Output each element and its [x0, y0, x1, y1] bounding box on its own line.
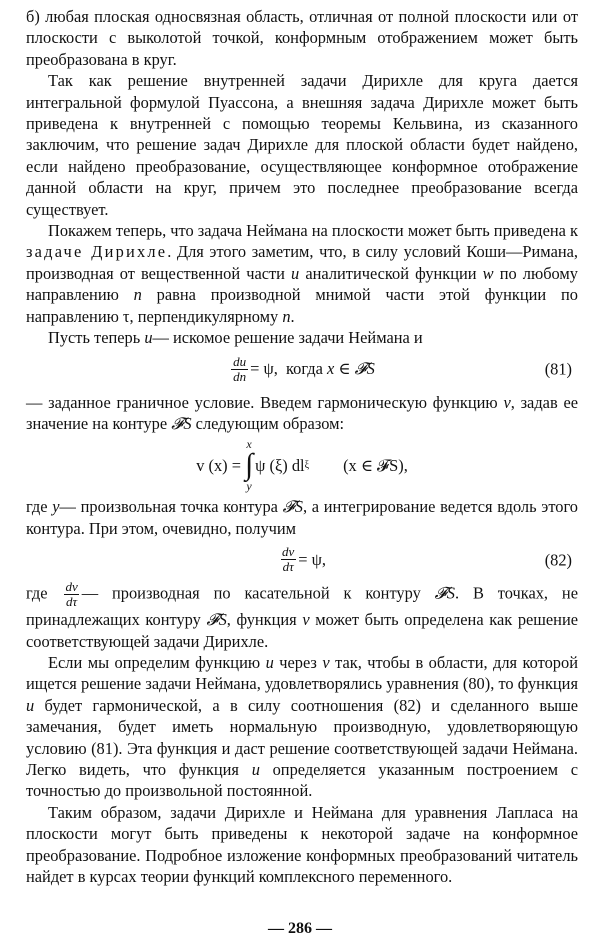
text-run: следующим образом: — [195, 413, 345, 433]
text-run: . В точках, не принадлежащих контуру — [26, 583, 578, 630]
text-run: — искомое решение задачи Неймана и — [152, 328, 423, 348]
equation-number: (82) — [544, 549, 572, 569]
fraction-dv-dtau — [280, 545, 296, 574]
contour-symbol: 𝓕S — [434, 583, 455, 603]
variable-v: v — [302, 610, 310, 630]
variable-n: n — [282, 306, 291, 326]
paragraph-7 — [26, 580, 578, 652]
fraction-numerator: dv — [282, 544, 295, 560]
contour-symbol: 𝓕S — [171, 413, 192, 433]
fraction-numerator: du — [233, 353, 247, 369]
text-run: Пусть теперь — [48, 328, 141, 348]
text-run: Покажем теперь, что задача Неймана на плоскости может быть приведена к — [48, 221, 578, 241]
equation-lhs: v (x) = — [196, 455, 241, 475]
paragraph-2: Так как решение внутренней задачи Дирихле для круга дается интегральной формулой Пуассона, а внешняя задача Дирихле может быть приведена к внутренней с помощью теоремы Кельвина, из сказанного заключим, что решение задач Дирихле для плоской области будет найдено, если найдено преобразование, осуществляющее конформное отображение данной области на круг, причем это последнее преобразование всегда существует. — [26, 71, 578, 219]
fraction-du-dn — [231, 355, 248, 384]
equation-text: когда — [286, 359, 323, 379]
integral-lower-limit: y — [246, 479, 252, 494]
variable-u: u — [26, 695, 35, 715]
variable-n: n — [133, 285, 142, 305]
equation-number: (81) — [544, 359, 572, 379]
paragraph-6 — [26, 496, 578, 539]
paragraph-9: Таким образом, задачи Дирихле и Неймана для уравнения Лапласа на плоскости могут быть приведены к некоторой задаче на конформное преобразование. Подробное изложение конформных преобразований читатель найдет в курсах теории функций комплексного переменного. — [26, 802, 578, 886]
text-run: равна производной мнимой части этой функции по направлению τ, перпендикулярному — [26, 285, 578, 326]
text-run: , функция — [226, 610, 297, 630]
text-run: может быть определена как решение соответствующей задачи Дирихле. — [26, 610, 579, 651]
text-run: , а интегрирование ведется вдоль этого контура. При этом, очевидно, получим — [26, 497, 578, 538]
paragraph-5 — [26, 392, 578, 435]
equation-81 — [26, 355, 578, 384]
variable-u: u — [291, 263, 300, 283]
document-page — [26, 6, 578, 887]
text-run: аналитической функции — [305, 263, 477, 283]
text-run: — заданное граничное условие. Введем гармоническую функцию — [26, 392, 498, 412]
fraction-denominator: dτ — [282, 559, 294, 575]
equation-condition: x ∈ 𝓕S — [326, 359, 375, 379]
variable-v: v — [503, 392, 511, 412]
spaced-text: задаче Дирихле — [26, 242, 168, 262]
integral-upper-limit: x — [246, 437, 252, 452]
variable-v: v — [322, 652, 330, 672]
text-run: Если мы определим функцию — [48, 652, 261, 672]
contour-symbol: 𝓕S — [282, 497, 303, 517]
subscript: ξ — [304, 459, 310, 471]
text-run: . — [290, 306, 295, 326]
text-run: где — [26, 497, 48, 517]
variable-u: u — [265, 652, 274, 672]
equation-82 — [26, 545, 578, 574]
fraction-numerator: dv — [65, 579, 78, 595]
variable-w: w — [482, 263, 494, 283]
equation-rhs: = ψ, — [298, 549, 326, 569]
paragraph-3 — [26, 220, 578, 327]
fraction-denominator: dn — [233, 368, 247, 384]
integrand: ψ (ξ) dl — [255, 455, 305, 475]
paragraph-1: б) любая плоская односвязная область, отличная от полной плоскости или от плоскости с выколотой точкой, конформным отображением может быть преобразована в круг. — [26, 7, 578, 69]
text-run: через — [279, 652, 317, 672]
variable-u: u — [144, 328, 153, 348]
text-run: по любому направлению — [26, 263, 578, 305]
text-run: — произвольная точка контура — [59, 497, 278, 517]
contour-symbol: 𝓕S — [206, 610, 227, 630]
integral-sign: x ∫ y — [244, 437, 254, 494]
variable-y: y — [52, 497, 60, 517]
text-run: где — [26, 583, 48, 603]
paragraph-4 — [26, 327, 578, 348]
text-run: — производная по касательной к контуру — [81, 583, 421, 603]
text-run: , задав ее значение на контуре — [26, 392, 578, 433]
fraction-denominator: dτ — [66, 594, 78, 610]
page-number: — 286 — — [268, 920, 332, 937]
text-run: так, чтобы в области, для которой ищется решение задачи Неймана, удовлетворялись уравнения (80), то функция — [26, 652, 578, 694]
text-run: . Для этого заметим, что, в силу условий Коши—Римана, производная от вещественной части — [26, 242, 578, 283]
variable-u: u — [251, 759, 260, 779]
inline-fraction-dv-dtau — [63, 580, 79, 609]
text-run: определяется указанным построением с точностью до произвольной постоянной. — [26, 759, 578, 801]
text-run: будет гармонической, а в силу соотношения (82) и сделанного выше замечания, будет иметь нормальную производную, удовлетворяющую условию (81). Эта функция и даст решение соответствующей задачи Неймана. Легко видеть, что функция — [26, 695, 578, 779]
paragraph-8 — [26, 652, 578, 802]
equation-rhs: = ψ, — [250, 359, 278, 379]
equation-condition: (x ∈ 𝓕S), — [343, 455, 408, 475]
equation-integral — [26, 438, 578, 492]
